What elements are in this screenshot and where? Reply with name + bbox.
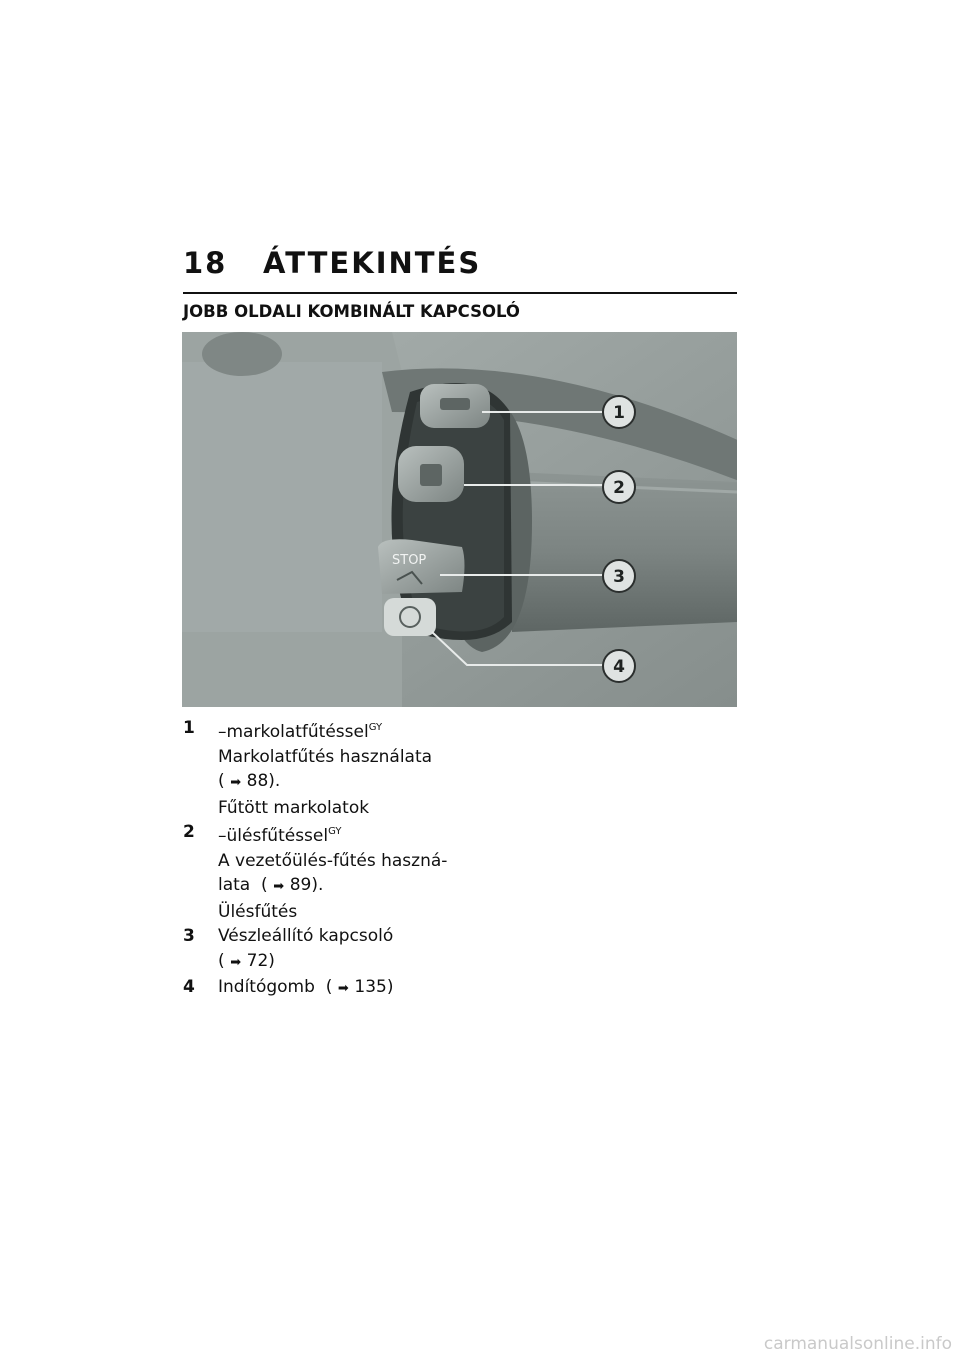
section-title: JOBB OLDALI KOMBINÁLT KAPCSOLÓ: [183, 302, 520, 321]
callout-1: [603, 396, 635, 428]
page-ref-arrow-icon: ➡: [230, 954, 242, 970]
page-ref-arrow-icon: ➡: [273, 879, 285, 894]
callout-3: [603, 560, 635, 592]
item-title: –ülésfűtéssel: [218, 826, 329, 846]
svg-text:3: 3: [613, 567, 625, 587]
page-ref[interactable]: 135): [354, 977, 394, 997]
item-link-text[interactable]: Fűtött markolatok: [218, 797, 370, 818]
list-item: 3 Vészleállító kapcsoló ( ➡ 72): [183, 924, 483, 975]
page-number: 18: [183, 246, 228, 280]
page-ref[interactable]: 72): [246, 950, 275, 971]
legend-list: [183, 716, 483, 1002]
svg-text:1: 1: [613, 403, 625, 423]
callout-2: [603, 471, 635, 503]
item-link-text[interactable]: Ülésfűtés: [218, 901, 298, 922]
list-item: 2 –ülésfűtéssel$^{GY}$ A vezetőülés-fűtés haszná- lata ( ➡ 89). Ülésfűtés: [183, 820, 483, 924]
item-link-text[interactable]: Markolatfűtés használata: [218, 746, 433, 767]
item-number: 4: [183, 977, 195, 997]
item-title: –markolatfűtéssel: [218, 722, 369, 742]
svg-text:2: 2: [613, 478, 625, 498]
switch-photo: [182, 332, 737, 707]
page-ref-arrow-icon: ➡: [230, 775, 242, 790]
item-number: 1: [183, 718, 195, 738]
item-link-text[interactable]: lata: [218, 875, 251, 895]
item-title: Vészleállító kapcsoló: [218, 926, 394, 946]
market-code: GY: [328, 826, 342, 837]
page-ref-arrow-icon: ➡: [337, 981, 349, 996]
callout-4: [603, 650, 635, 682]
page-ref[interactable]: 89).: [289, 875, 324, 895]
page-ref[interactable]: 88).: [246, 771, 281, 791]
list-item: 4 Indítógomb ( ➡ 135): [183, 975, 483, 1002]
item-title: Indítógomb: [218, 977, 315, 997]
switch-illustration: [182, 332, 737, 707]
header-rule: [183, 292, 737, 294]
item-link-text[interactable]: A vezetőülés-fűtés haszná-: [218, 850, 448, 871]
stop-label: STOP: [392, 553, 427, 568]
page-header: [183, 246, 481, 280]
svg-text:4: 4: [613, 657, 625, 677]
item-number: 2: [183, 822, 195, 842]
watermark: carmanualsonline.info: [763, 1334, 952, 1354]
chapter-title: ÁTTEKINTÉS: [263, 246, 482, 280]
market-code: GY: [368, 722, 383, 733]
list-item: 1 –markolatfűtéssel$^{GY}$ Markolatfűtés használata ( ➡ 88). Fűtött markolatok: [183, 716, 483, 820]
item-number: 3: [183, 926, 195, 946]
